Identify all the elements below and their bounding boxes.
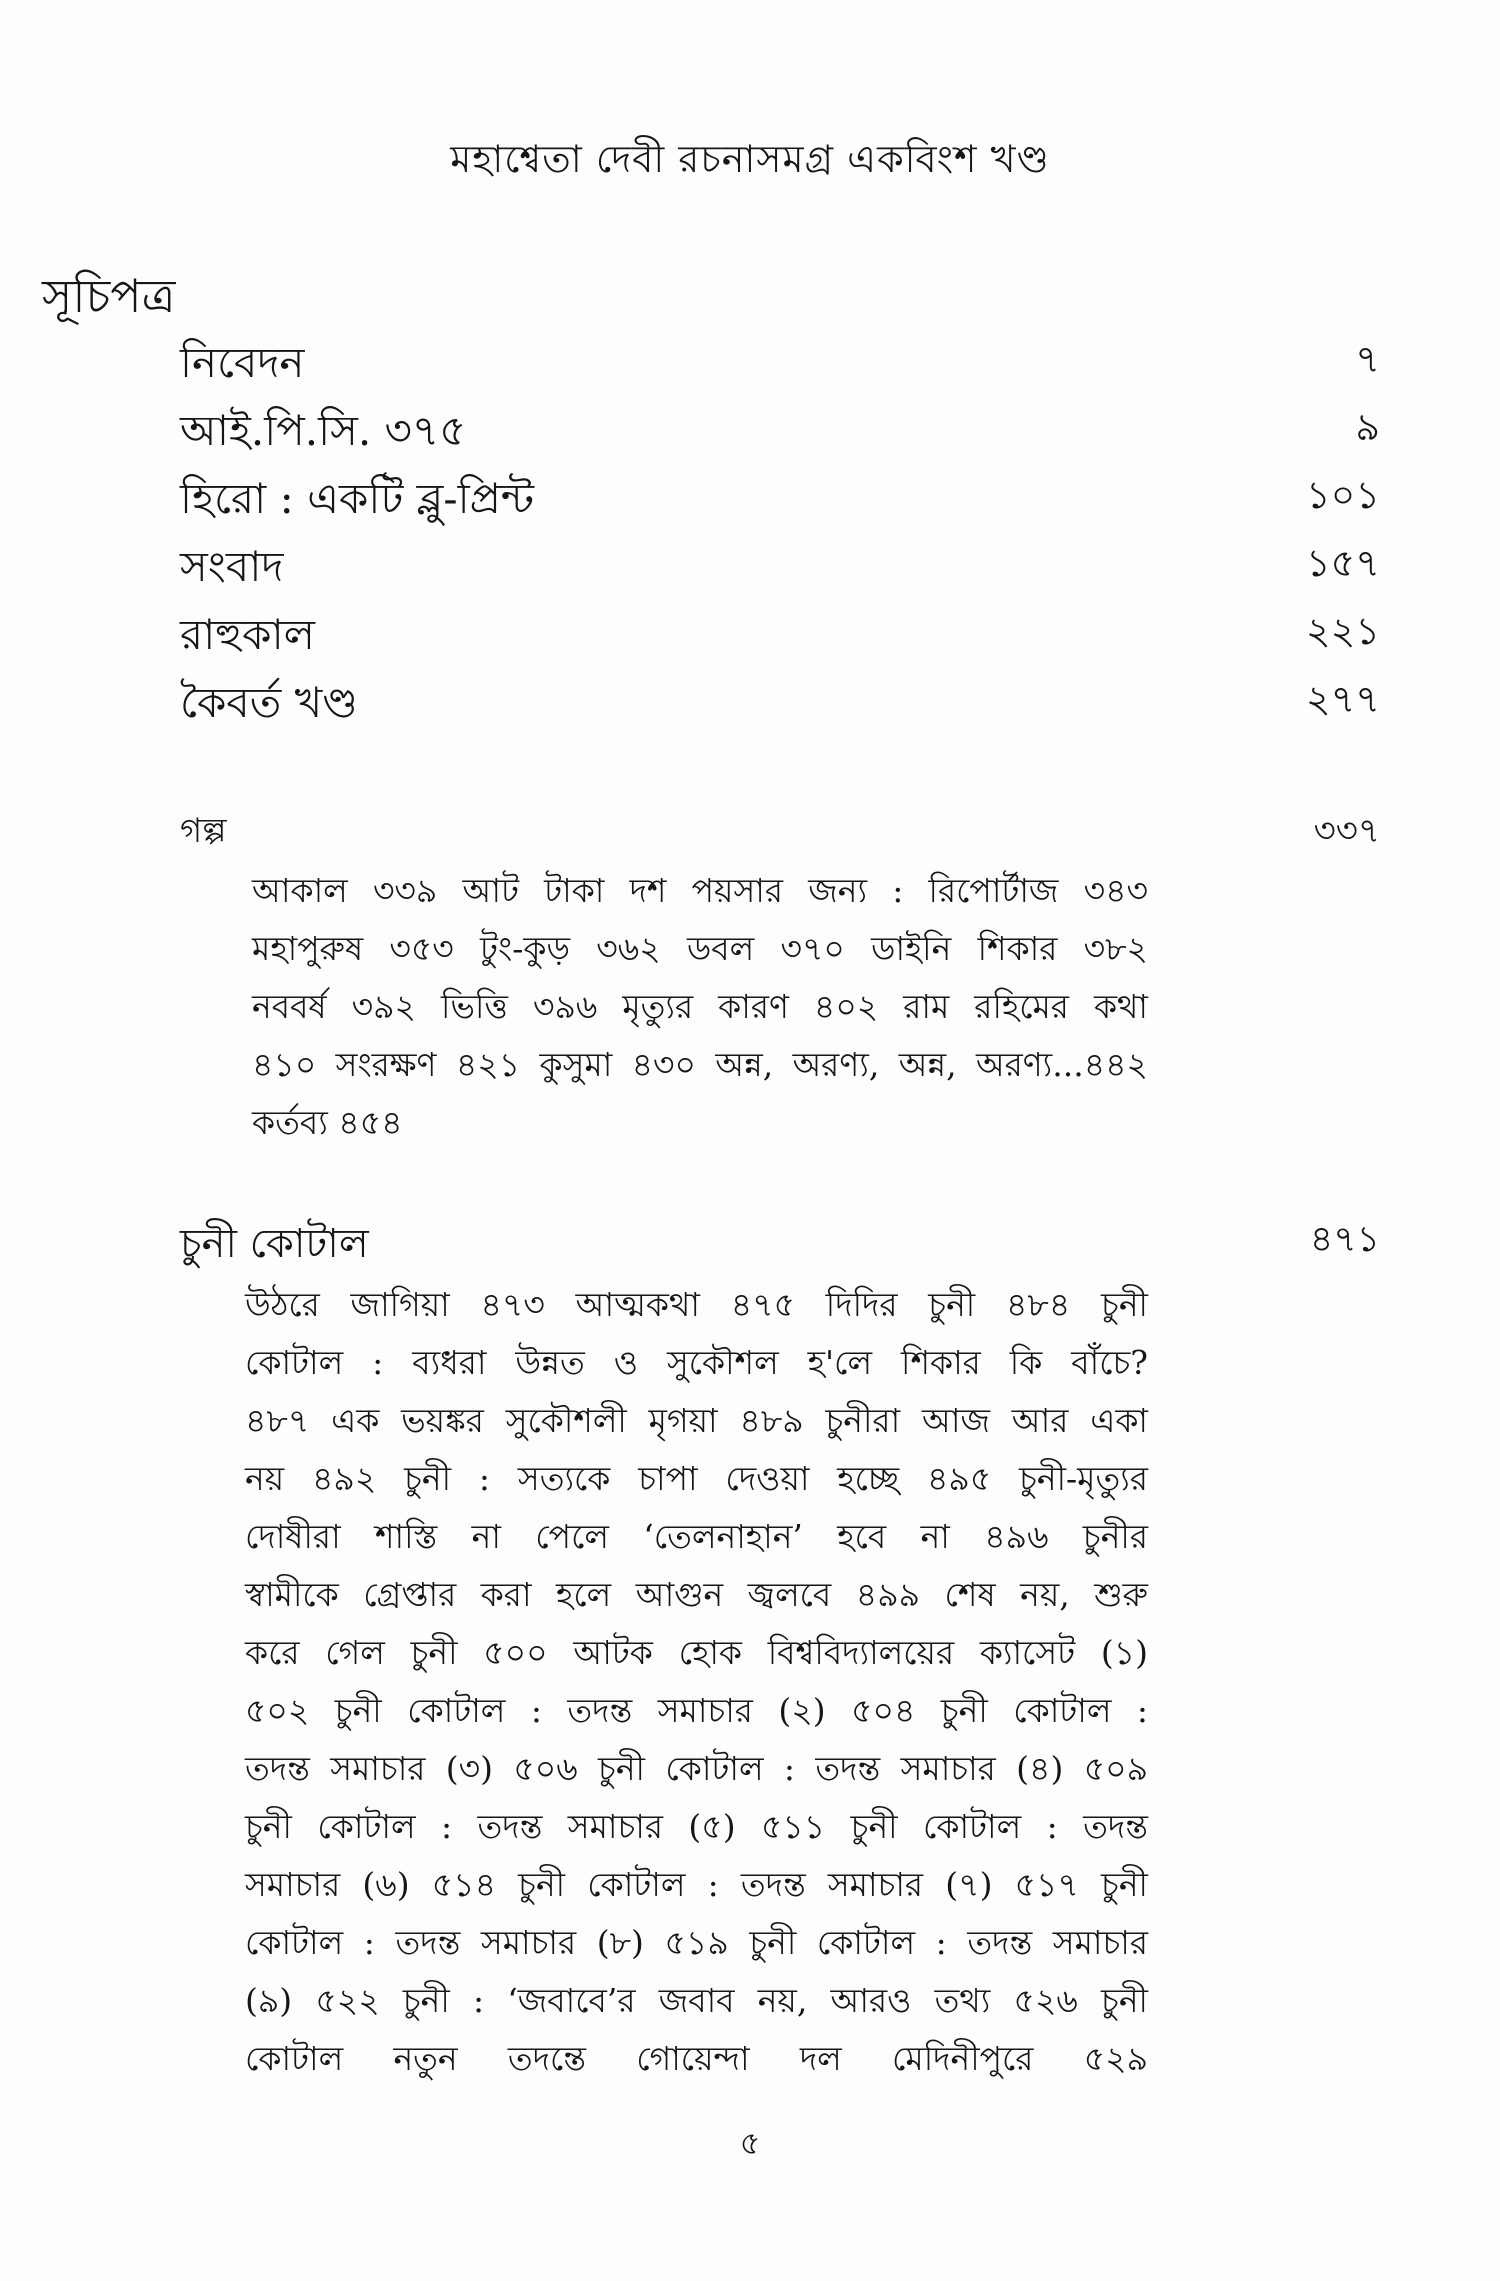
content-line: নয় ৪৯২ চুনী : সত্যকে চাপা দেওয়া হচ্ছে ৪৯৫ চুনী-মৃত্যুর	[245, 1459, 1148, 1498]
content-line: তদন্ত সমাচার (৩) ৫০৬ চুনী কোটাল : তদন্ত সমাচার (৪) ৫০৯	[245, 1749, 1148, 1788]
entry-page: ২২১	[1305, 609, 1380, 653]
content-line: কোটাল নতুন তদন্তে গোয়েন্দা দল মেদিনীপুরে ৫২৯	[245, 2039, 1148, 2078]
page-number: ৫	[739, 2124, 761, 2162]
toc-entry	[180, 602, 1380, 673]
content-line: ৪১০ সংরক্ষণ ৪২১ কুসুমা ৪৩০ অন্ন, অরণ্য, অন্ন, অরণ্য...৪৪২	[252, 1045, 1148, 1084]
toc-entry	[180, 330, 1380, 401]
entry-title: কৈবর্ত খণ্ড	[180, 678, 358, 727]
entry-title: সংবাদ	[180, 542, 284, 591]
content-line: ৪৮৭ এক ভয়ঙ্কর সুকৌশলী মৃগয়া ৪৮৯ চুনীরা আজ আর একা	[245, 1401, 1148, 1440]
entry-page: ১৫৭	[1305, 541, 1380, 585]
section-title: গল্প	[180, 811, 227, 851]
content-line: কর্তব্য ৪৫৪	[252, 1103, 403, 1142]
entry-title: নিবেদন	[180, 338, 305, 387]
toc-entry	[180, 534, 1380, 605]
content-line: স্বামীকে গ্রেপ্তার করা হলে আগুন জ্বলবে ৪৯৯ শেষ নয়, শুরু	[245, 1575, 1148, 1614]
content-line: কোটাল : তদন্ত সমাচার (৮) ৫১৯ চুনী কোটাল : তদন্ত সমাচার	[245, 1923, 1148, 1962]
section-page: ৪৭১	[1309, 1219, 1380, 1260]
content-line: নববর্ষ ৩৯২ ভিত্তি ৩৯৬ মৃত্যুর কারণ ৪০২ রাম রহিমের কথা	[252, 987, 1148, 1026]
section-page: ৩৩৭	[1313, 811, 1380, 851]
content-line: (৯) ৫২২ চুনী : ‘জবাবে’র জবাব নয়, আরও তথ্য ৫২৬ চুনী	[245, 1981, 1148, 2020]
golpo-contents	[252, 862, 1148, 1152]
content-line: ৫০২ চুনী কোটাল : তদন্ত সমাচার (২) ৫০৪ চুনী কোটাল :	[245, 1691, 1148, 1730]
entry-page: ২৭৭	[1305, 677, 1380, 721]
toc-entry	[180, 398, 1380, 469]
book-title: মহাশ্বেতা দেবী রচনাসমগ্র একবিংশ খণ্ড	[450, 137, 1050, 181]
toc-entry	[180, 466, 1380, 537]
entry-title: রাহুকাল	[180, 610, 315, 659]
content-line: করে গেল চুনী ৫০০ আটক হোক বিশ্ববিদ্যালয়ের ক্যাসেট (১)	[245, 1633, 1148, 1672]
content-line: উঠরে জাগিয়া ৪৭৩ আত্মকথা ৪৭৫ দিদির চুনী ৪৮৪ চুনী	[245, 1285, 1148, 1324]
entry-title: আই.পি.সি. ৩৭৫	[180, 406, 467, 455]
entry-page: ৭	[1355, 337, 1380, 381]
entry-page: ১০১	[1305, 473, 1380, 517]
content-line: চুনী কোটাল : তদন্ত সমাচার (৫) ৫১১ চুনী কোটাল : তদন্ত	[245, 1807, 1148, 1846]
toc-entry	[180, 670, 1380, 741]
section-title: চুনী কোটাল	[180, 1221, 369, 1267]
content-line: দোষীরা শাস্তি না পেলে ‘তেলনাহান’ হবে না ৪৯৬ চুনীর	[245, 1517, 1148, 1556]
entry-page: ৯	[1355, 405, 1380, 449]
content-line: মহাপুরুষ ৩৫৩ টুং-কুড় ৩৬২ ডবল ৩৭০ ডাইনি শিকার ৩৮২	[252, 929, 1148, 968]
content-line: আকাল ৩৩৯ আট টাকা দশ পয়সার জন্য : রিপোর্টাজ ৩৪৩	[252, 871, 1148, 910]
golpo-section-header	[180, 805, 1380, 862]
chuni-section-header	[180, 1212, 1380, 1279]
toc-heading: সূচিপত্র	[42, 269, 176, 323]
content-line: সমাচার (৬) ৫১৪ চুনী কোটাল : তদন্ত সমাচার (৭) ৫১৭ চুনী	[245, 1865, 1148, 1904]
content-line: কোটাল : ব্যধরা উন্নত ও সুকৌশল হ'লে শিকার কি বাঁচে?	[245, 1343, 1148, 1382]
entry-title: হিরো : একটি ব্লু-প্রিন্ট	[180, 474, 534, 523]
chuni-contents	[245, 1276, 1148, 2088]
